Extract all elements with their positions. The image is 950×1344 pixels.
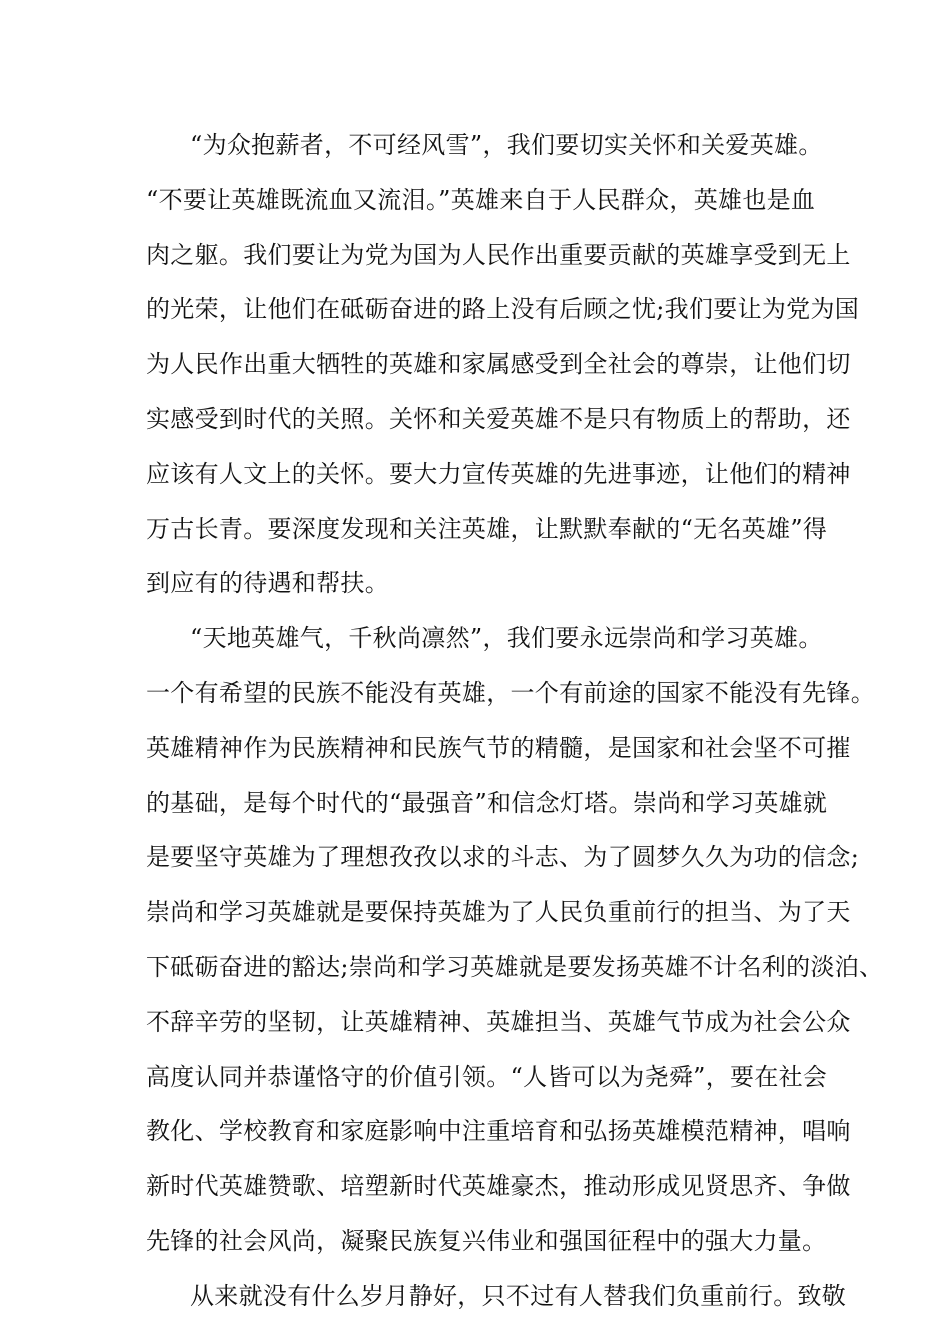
paragraph-line: 肉之躯。我们要让为党为国为人民作出重要贡献的英雄享受到无上 [146, 240, 851, 269]
paragraph-line: 万古长青。要深度发现和关注英雄，让默默奉献的“无名英雄”得 [146, 514, 828, 543]
paragraph-line: “天地英雄气，千秋尚凛然”，我们要永远崇尚和学习英雄。 [190, 624, 823, 653]
paragraph-line: 从来就没有什么岁月静好，只不过有人替我们负重前行。致敬 [190, 1281, 847, 1310]
document-body [146, 129, 884, 1335]
paragraph-closing [146, 1280, 847, 1335]
paragraph-line: 英雄精神作为民族精神和民族气节的精髓，是国家和社会坚不可摧 [146, 733, 851, 762]
paragraph-line: 不辞辛劳的坚韧，让英雄精神、英雄担当、英雄气节成为社会公众 [146, 1007, 851, 1036]
paragraph-line: 到应有的待遇和帮扶。 [146, 569, 389, 598]
paragraph-line: 先锋的社会风尚，凝聚民族复兴伟业和强国征程中的强大力量。 [146, 1226, 827, 1255]
paragraph-line: 的光荣，让他们在砥砺奋进的路上没有后顾之忧;我们要让为党为国 [146, 295, 860, 324]
paragraph-line: 崇尚和学习英雄就是要保持英雄为了人民负重前行的担当、为了天 [146, 898, 851, 927]
paragraph-line: 应该有人文上的关怀。要大力宣传英雄的先进事迹，让他们的精神 [146, 459, 851, 488]
paragraph-line: 下砥砺奋进的豁达;崇尚和学习英雄就是要发扬英雄不计名利的淡泊、 [146, 952, 884, 981]
paragraph-line: 高度认同并恭谨恪守的价值引领。“人皆可以为尧舜”，要在社会 [146, 1062, 828, 1091]
paragraph-line: 实感受到时代的关照。关怀和关爱英雄不是只有物质上的帮助，还 [146, 404, 851, 433]
paragraph-care-for-heroes [146, 129, 860, 622]
paragraph-line: 新时代英雄赞歌、培塑新时代英雄豪杰，推动形成见贤思齐、争做 [146, 1172, 851, 1201]
paragraph-line: 一个有希望的民族不能没有英雄，一个有前途的国家不能没有先锋。 [146, 678, 875, 707]
paragraph-line: 为人民作出重大牺牲的英雄和家属感受到全社会的尊崇，让他们切 [146, 350, 851, 379]
paragraph-line: “不要让英雄既流血又流泪。”英雄来自于人民群众，英雄也是血 [146, 185, 816, 214]
paragraph-line: 教化、学校教育和家庭影响中注重培育和弘扬英雄模范精神，唱响 [146, 1117, 851, 1146]
paragraph-admire-heroes [146, 622, 884, 1280]
paragraph-line: “为众抱薪者，不可经风雪”，我们要切实关怀和关爱英雄。 [190, 131, 823, 159]
paragraph-line: 是要坚守英雄为了理想孜孜以求的斗志、为了圆梦久久为功的信念; [146, 843, 860, 872]
paragraph-line: 的基础，是每个时代的“最强音”和信念灯塔。崇尚和学习英雄就 [146, 788, 828, 817]
